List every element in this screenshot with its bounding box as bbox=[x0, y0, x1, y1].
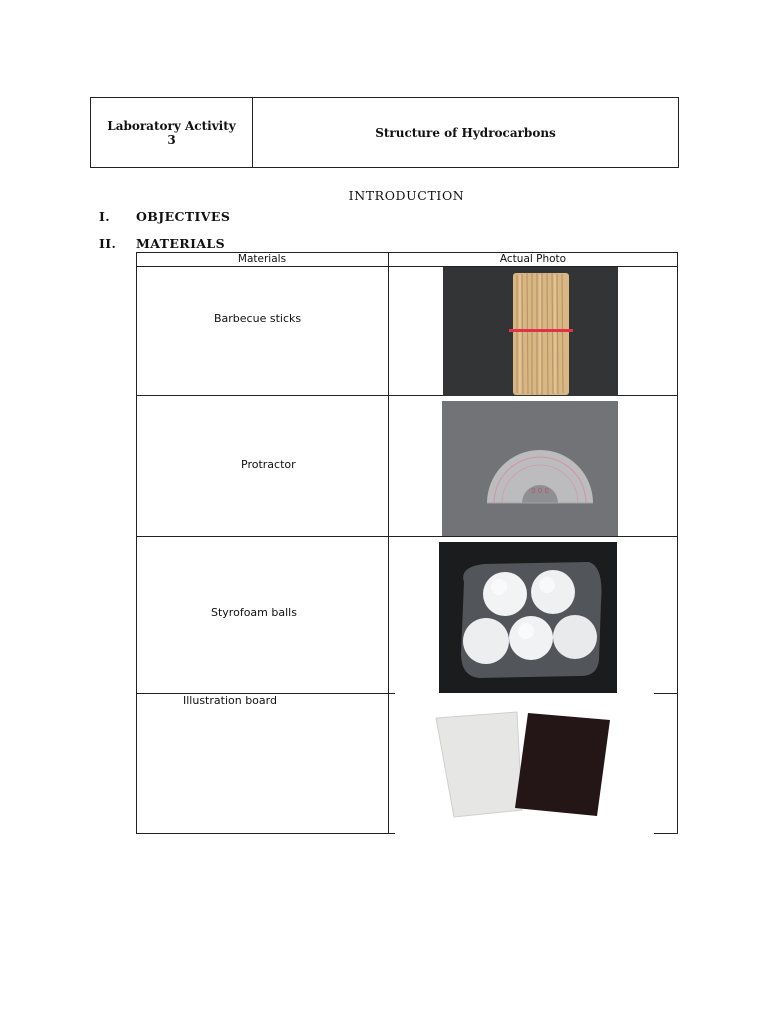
barbecue-sticks-photo bbox=[443, 267, 618, 396]
intro-heading: INTRODUCTION bbox=[348, 188, 465, 203]
table-border-bottom bbox=[654, 833, 678, 834]
table-row-divider bbox=[654, 693, 678, 694]
styrofoam-balls-photo bbox=[439, 542, 617, 693]
table-border-left bbox=[136, 252, 137, 834]
activity-header-table bbox=[90, 97, 679, 168]
activity-title: Structure of Hydrocarbons bbox=[375, 125, 556, 140]
activity-label: Laboratory Activity bbox=[107, 118, 236, 133]
section-title: OBJECTIVES bbox=[136, 209, 231, 224]
material-label-barbecue-sticks: Barbecue sticks bbox=[214, 312, 302, 325]
svg-text:0 0 0: 0 0 0 bbox=[531, 487, 549, 495]
material-label-protractor: Protractor bbox=[241, 458, 296, 471]
section-title: MATERIALS bbox=[136, 236, 226, 251]
table-column-divider bbox=[388, 252, 389, 834]
table-border-right bbox=[677, 252, 678, 834]
protractor-photo bbox=[442, 401, 618, 536]
activity-title-cell bbox=[253, 98, 678, 167]
materials-table bbox=[136, 252, 678, 834]
material-label-illustration-board: Illustration board bbox=[183, 694, 277, 707]
table-border-bottom bbox=[136, 833, 395, 834]
column-header-photo: Actual Photo bbox=[499, 253, 567, 265]
section-number: II. bbox=[99, 236, 117, 251]
illustration-board-photo bbox=[424, 704, 624, 824]
section-number: I. bbox=[99, 209, 110, 224]
material-label-styrofoam-balls: Styrofoam balls bbox=[211, 606, 297, 619]
table-row-divider bbox=[136, 536, 678, 537]
column-header-materials: Materials bbox=[237, 253, 287, 265]
activity-number-cell bbox=[91, 98, 253, 167]
activity-number: 3 bbox=[167, 132, 176, 147]
